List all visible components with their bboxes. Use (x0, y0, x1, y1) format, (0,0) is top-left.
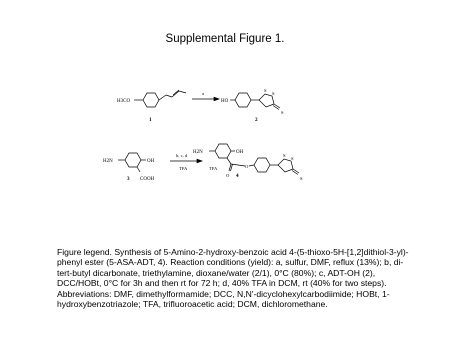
benzene-ring-4 (215, 144, 231, 158)
ring-s1-label-4: S (283, 153, 286, 158)
carboxyl-label-3: COOH (140, 177, 155, 182)
benzene-ring-1 (143, 93, 159, 107)
thione-s-label-2: S (281, 110, 284, 115)
reagent-below-2: TFA (179, 166, 188, 171)
compound-number-2: 2 (255, 117, 258, 123)
compound-number-4: 4 (236, 173, 239, 179)
methoxy-label: H3CO (117, 99, 131, 104)
reagent-label-1: a (202, 91, 205, 96)
figure-legend (57, 247, 409, 309)
benzene-ring-5 (254, 158, 270, 172)
hydroxy-label-4: OH (236, 150, 244, 155)
legend-paragraph: Figure legend. Synthesis of 5-Amino-2-hydroxy-benzoic acid 4-(5-thioxo-5H-[1,2]dithiol-3-yl)-phenyl ester (5-ASA-ADT, 4). Reaction conditions (yield): a, sulfur, DMF, reflux (13%); b, di-tert-butyl dicarbonate, triethylamine, dioxane/water (2/1), 0°C (80%); c, ADT-OH (2), DCC/HOBt, 0°C for 3h and then rt for 72 h; d, 40% TFA in DCM, rt (40% for two steps). (57, 247, 409, 289)
carbonyl-oxygen-label: O (226, 173, 230, 178)
ester-oxygen-label: O (245, 164, 249, 169)
thione-s-label-4: S (300, 176, 303, 181)
compound-number-3: 3 (127, 176, 130, 182)
reagent-label-2: b, c, d (176, 153, 188, 158)
ring-s2-label-2: S (272, 91, 275, 96)
abbreviations-paragraph: Abbreviations: DMF, dimethylformamide; DCC, N,N'-dicyclohexylcarbodiimide; HOBt, 1-hydroxybenzotriazole; TFA, trifluoroacetic acid; DCM, dichloromethane. (57, 288, 390, 310)
benzene-ring-2 (235, 93, 251, 107)
compound-number-1: 1 (149, 117, 152, 123)
hydroxy-label-3: OH (147, 159, 155, 164)
salt-label-4: TFA (209, 166, 218, 171)
ring-s2-label-4: S (291, 156, 294, 161)
figure-title: Supplemental Figure 1. (165, 33, 285, 45)
amine-label-3: H2N (103, 159, 113, 164)
benzene-ring-3 (125, 153, 141, 167)
ring-s1-label-2: S (264, 88, 267, 93)
hydroxy-label-2: HO (221, 99, 229, 104)
amine-label-4: H2N (193, 150, 203, 155)
